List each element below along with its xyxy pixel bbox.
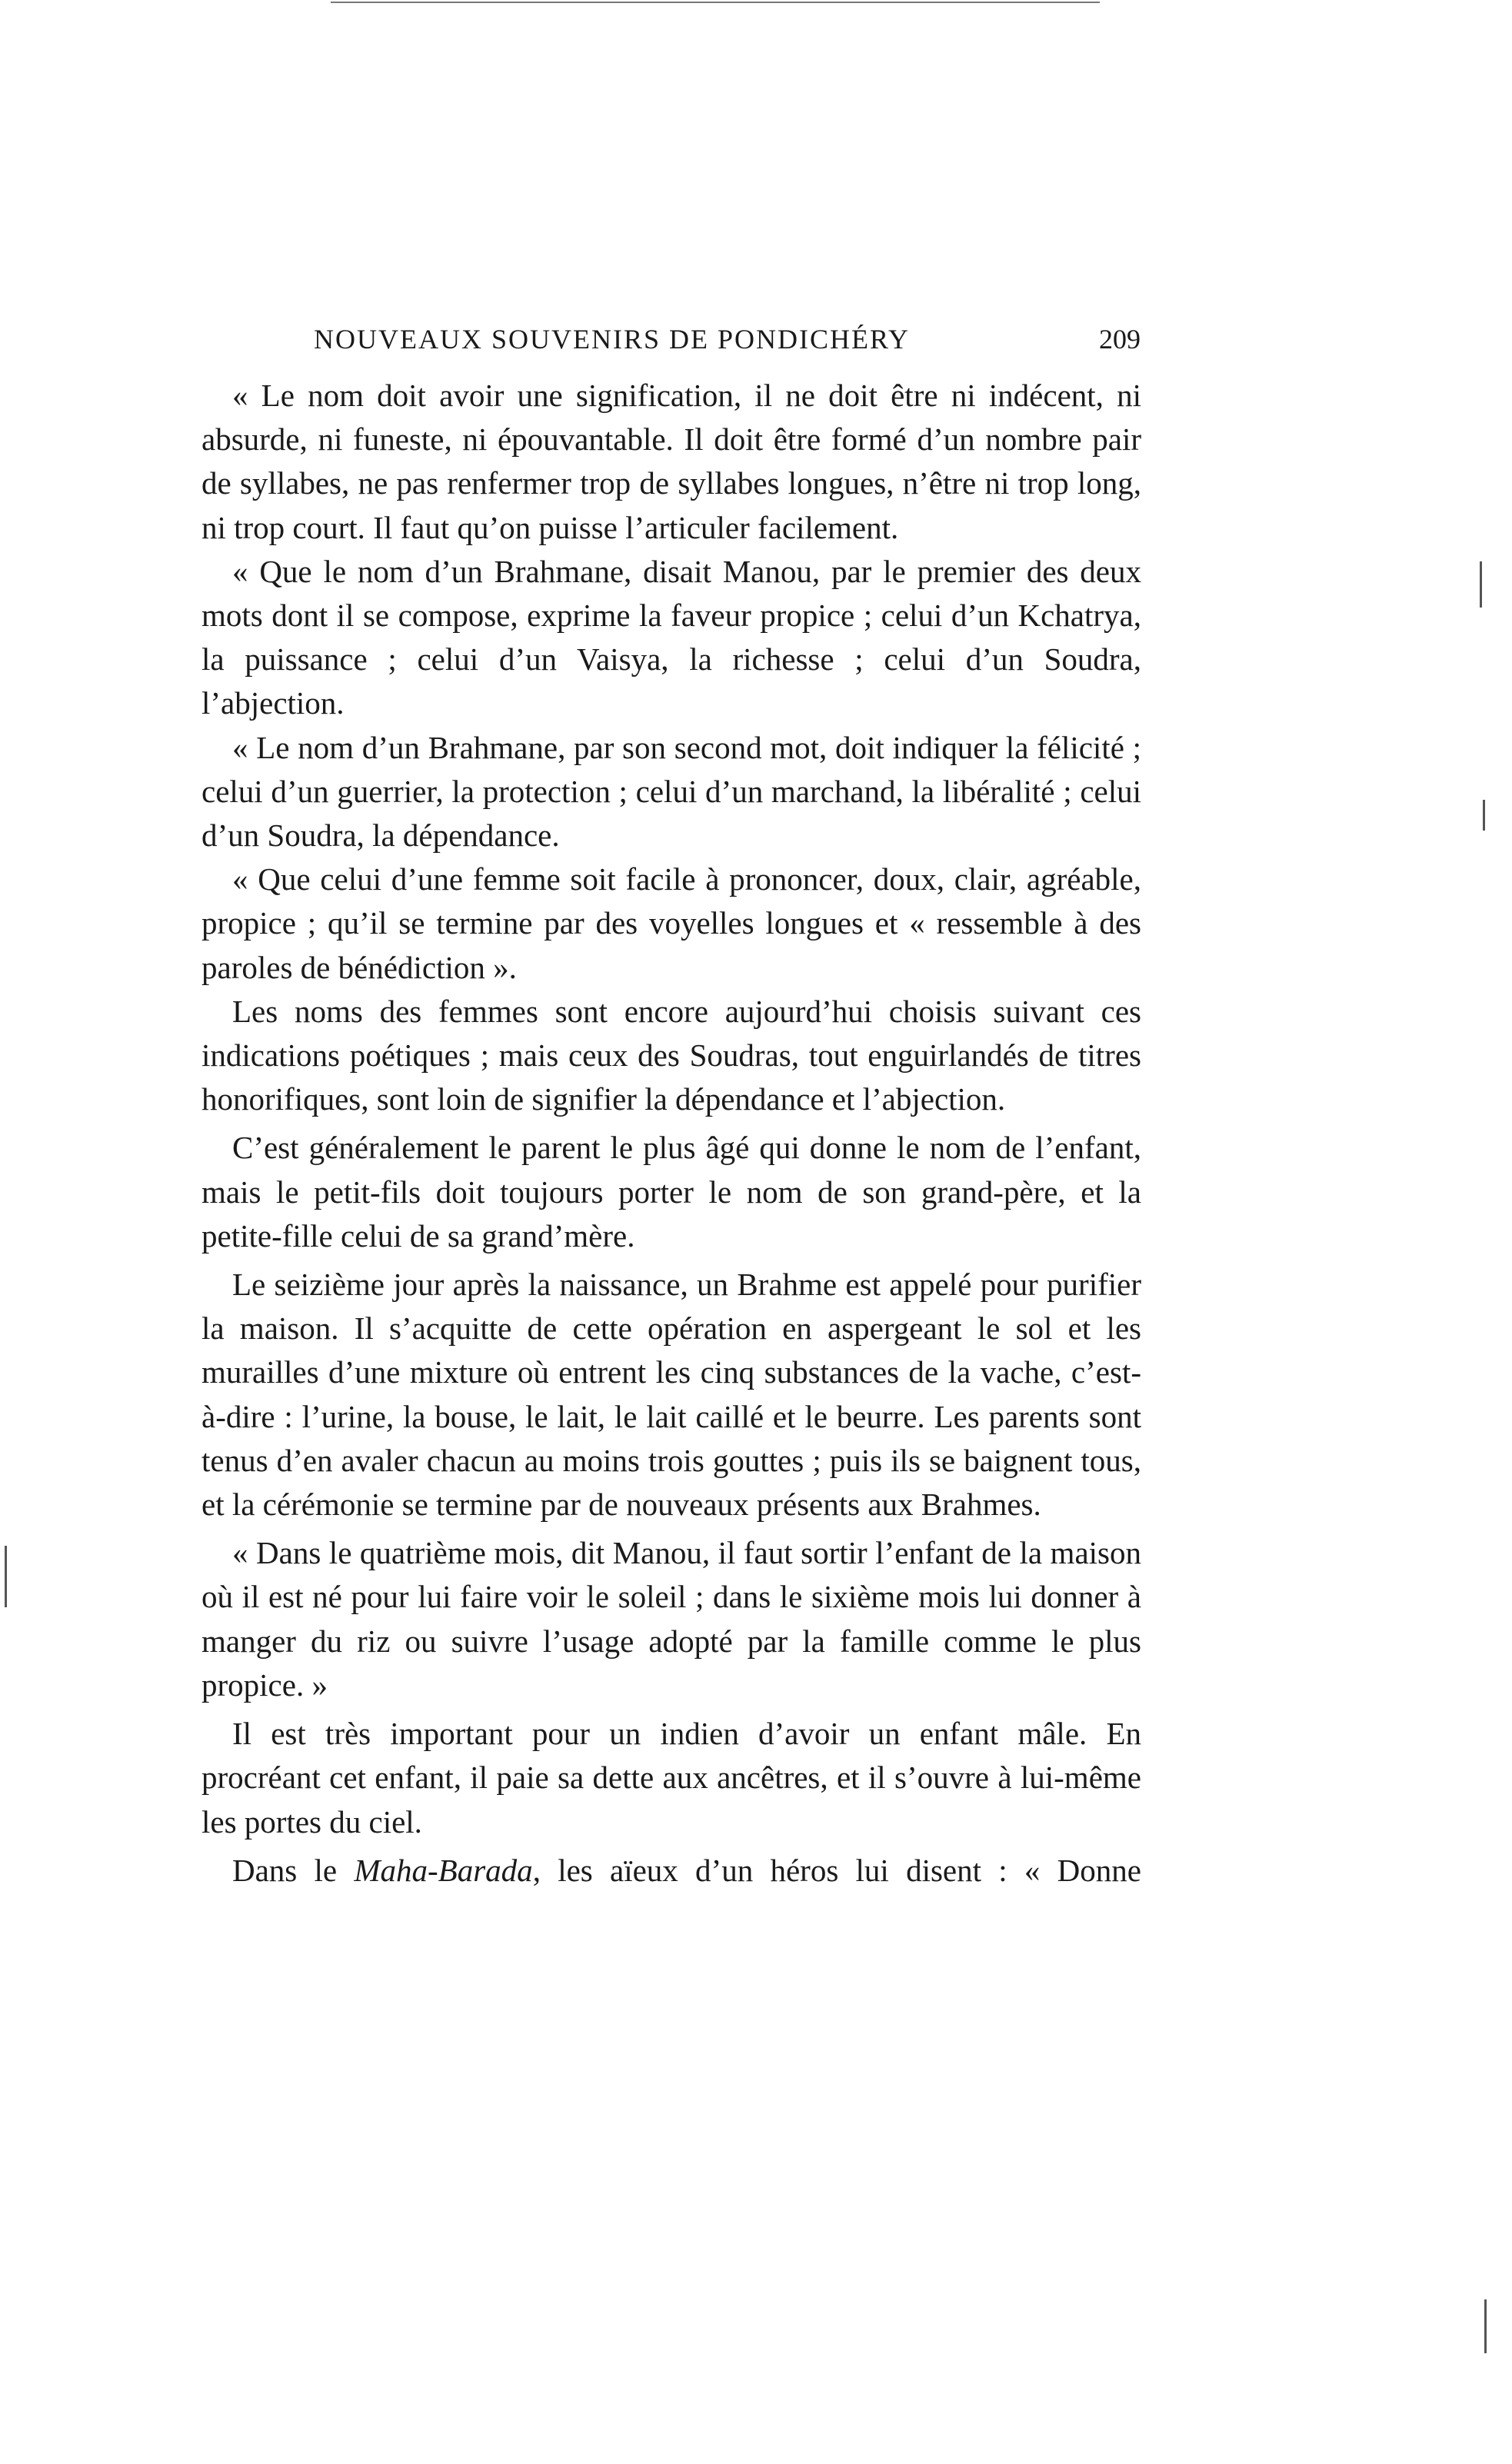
paragraph-modern-names: Les noms des femmes sont encore aujourd’hui choisis suivant ces indications poétiques ; mais ceux des Soudras, tout enguirlandés de titres honorifiques, sont loin de signifier la dépendance et l’abjection. (201, 993, 1141, 1117)
maha-barada-text-after: , les aïeux d’un héros lui disent : « Donne (532, 1852, 1141, 1888)
margin-speck (1484, 2299, 1487, 2353)
paragraph-brahmane-second-word: « Le nom d’un Brahmane, par son second mot, doit indiquer la félicité ; celui d’un guerrier, la protection ; celui d’un marchand, la libéralité ; celui d’un Soudra, la dépendance. (201, 729, 1141, 854)
paragraph-maha-barada (201, 1849, 1141, 1893)
margin-speck (5, 1546, 7, 1607)
paragraph-male-child: Il est très important pour un indien d’avoir un enfant mâle. En procréant cet enfant, il paie sa dette aux ancêtres, et il s’ouvre à lui-même les portes du ciel. (201, 1716, 1141, 1840)
paragraph-naming-parent: C’est généralement le parent le plus âgé qui donne le nom de l’enfant, mais le petit-fils doit toujours porter le nom de son grand-père, et la petite-fille celui de sa grand’mère. (201, 1130, 1141, 1254)
page-number: 209 (1099, 324, 1141, 355)
maha-barada-text-before: Dans le (232, 1852, 355, 1888)
margin-speck (1480, 561, 1482, 608)
paragraph-brahmane-first-word: « Que le nom d’un Brahmane, disait Manou, par le premier des deux mots dont il se compose, exprime la faveur propice ; celui d’un Kchatrya, la puissance ; celui d’un Vaisya, la richesse ; celui d’un Soudra, l’abjection. (201, 553, 1141, 721)
paragraph-women-names: « Que celui d’une femme soit facile à prononcer, doux, clair, agréable, propice ; qu’il se termine par des voyelles longues et « ressemble à des paroles de bénédiction ». (201, 861, 1141, 985)
top-edge-rule (331, 2, 1100, 3)
body-text (201, 374, 1141, 1893)
running-title: NOUVEAUX SOUVENIRS DE PONDICHÉRY (314, 324, 911, 355)
paragraph-purification: Le seizième jour après la naissance, un Brahme est appelé pour purifier la maison. Il s’acquitte de cette opération en aspergeant le sol et les murailles d’une mixture où entrent les cinq substances de la vache, c’est-à-dire : l’urine, la bouse, le lait, le lait caillé et le beurre. Les parents sont tenus d’en avaler chacun au moins trois gouttes ; puis ils se baignent tous, et la cérémonie se termine par de nouveaux présents aux Brahmes. (201, 1267, 1141, 1523)
maha-barada-title: Maha-Barada (354, 1852, 533, 1888)
page-header (314, 323, 1141, 361)
paragraph-name-meaning: « Le nom doit avoir une signification, il ne doit être ni indécent, ni absurde, ni funeste, ni épouvantable. Il doit être formé d’un nombre pair de syllabes, ne pas renfermer trop de syllabes longues, n’être ni trop long, ni trop court. Il faut qu’on puisse l’articuler facilement. (201, 378, 1141, 545)
paragraph-fourth-month: « Dans le quatrième mois, dit Manou, il faut sortir l’enfant de la maison où il est né pour lui faire voir le soleil ; dans le sixième mois lui donner à manger du riz ou suivre l’usage adopté par la famille comme le plus propice. » (201, 1535, 1141, 1703)
margin-speck (1483, 800, 1485, 831)
